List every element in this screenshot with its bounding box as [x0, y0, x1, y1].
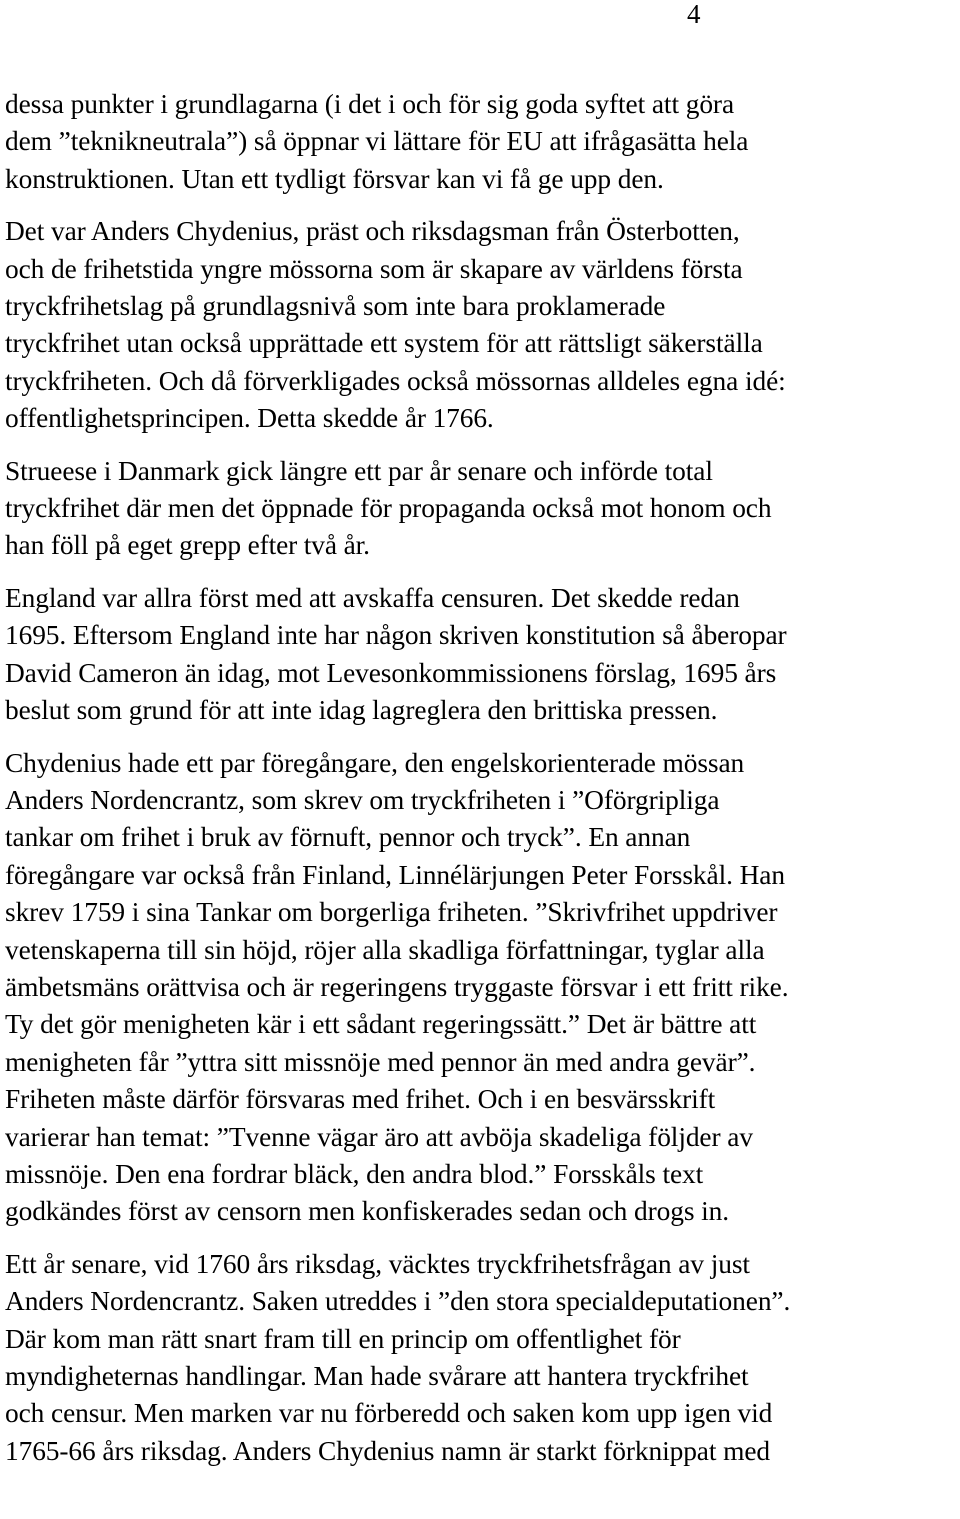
text-line: konstruktionen. Utan ett tydligt försvar kan vi få ge upp den.	[5, 163, 664, 194]
text-line: tankar om frihet i bruk av förnuft, pennor och tryck”. En annan	[5, 822, 691, 853]
document-body	[5, 86, 960, 1470]
text-line: missnöje. Den ena fordrar bläck, den andra blod.” Forsskåls text	[5, 1158, 704, 1189]
text-line: Chydenius hade ett par föregångare, den engelskorienterade mössan	[5, 747, 745, 778]
text-line: offentlighetsprincipen. Detta skedde år 1766.	[5, 403, 494, 434]
text-line: föregångare var också från Finland, Linnélärjungen Peter Forsskål. Han	[5, 859, 785, 890]
text-line: Anders Nordencrantz, som skrev om tryckfriheten i ”Oförgripliga	[5, 784, 720, 815]
page-number: 4	[687, 0, 701, 29]
paragraph	[5, 213, 960, 437]
text-line: tryckfriheten. Och då förverkligades också mössornas alldeles egna idé:	[5, 365, 786, 396]
paragraph	[5, 453, 960, 565]
text-line: Strueese i Danmark gick längre ett par år senare och införde total	[5, 455, 713, 486]
text-line: England var allra först med att avskaffa censuren. Det skedde redan	[5, 582, 740, 613]
paragraph	[5, 1246, 960, 1470]
text-line: tryckfrihet där men det öppnade för propaganda också mot honom och	[5, 493, 772, 524]
text-line: dem ”teknikneutrala”) så öppnar vi lättare för EU att ifrågasätta hela	[5, 126, 749, 157]
text-line: menigheten får ”yttra sitt missnöje med pennor än med andra gevär”.	[5, 1046, 756, 1077]
text-line: Där kom man rätt snart fram till en princip om offentlighet för	[5, 1323, 681, 1354]
text-line: och censur. Men marken var nu förberedd och saken kom upp igen vid	[5, 1398, 773, 1429]
text-line: Ty det gör menigheten kär i ett sådant regeringssätt.” Det är bättre att	[5, 1009, 757, 1040]
text-line: beslut som grund för att inte idag lagreglera den brittiska pressen.	[5, 695, 718, 726]
text-line: myndigheternas handlingar. Man hade svårare att hantera tryckfrihet	[5, 1361, 749, 1391]
text-line: dessa punkter i grundlagarna (i det i och för sig goda syftet att göra	[5, 89, 735, 119]
text-line: Friheten måste därför försvaras med frihet. Och i en besvärsskrift	[5, 1084, 716, 1115]
text-line: ämbetsmäns orättvisa och är regeringens tryggaste försvar i ett fritt rike.	[5, 971, 789, 1002]
text-line: Det var Anders Chydenius, präst och riksdagsman från Österbotten,	[5, 216, 740, 247]
text-line: Anders Nordencrantz. Saken utreddes i ”den stora specialdeputationen”.	[5, 1286, 791, 1317]
text-line: 1695. Eftersom England inte har någon skriven konstitution så åberopar	[5, 620, 787, 651]
text-line: 1765-66 års riksdag. Anders Chydenius namn är starkt förknippat med	[5, 1435, 771, 1466]
text-line: godkändes först av censorn men konfiskerades sedan och drogs in.	[5, 1196, 730, 1227]
text-line: David Cameron än idag, mot Levesonkommissionens förslag, 1695 års	[5, 657, 777, 688]
text-line: tryckfrihetslag på grundlagsnivå som inte bara proklamerade	[5, 291, 666, 322]
paragraph	[5, 745, 960, 1231]
text-line: vetenskaperna till sin höjd, röjer alla skadliga författningar, tyglar alla	[5, 934, 765, 965]
text-line: varierar han temat: ”Tvenne vägar äro att avböja skadeliga följder av	[5, 1121, 753, 1152]
text-line: Ett år senare, vid 1760 års riksdag, väcktes tryckfrihetsfrågan av just	[5, 1248, 750, 1279]
paragraph	[5, 86, 960, 198]
text-line: tryckfrihet utan också upprättade ett system för att rättsligt säkerställa	[5, 328, 763, 359]
paragraph	[5, 580, 960, 730]
text-line: och de frihetstida yngre mössorna som är skapare av världens första	[5, 253, 743, 284]
text-line: skrev 1759 i sina Tankar om borgerliga friheten. ”Skrivfrihet uppdriver	[5, 897, 778, 928]
text-line: han föll på eget grepp efter två år.	[5, 530, 370, 561]
